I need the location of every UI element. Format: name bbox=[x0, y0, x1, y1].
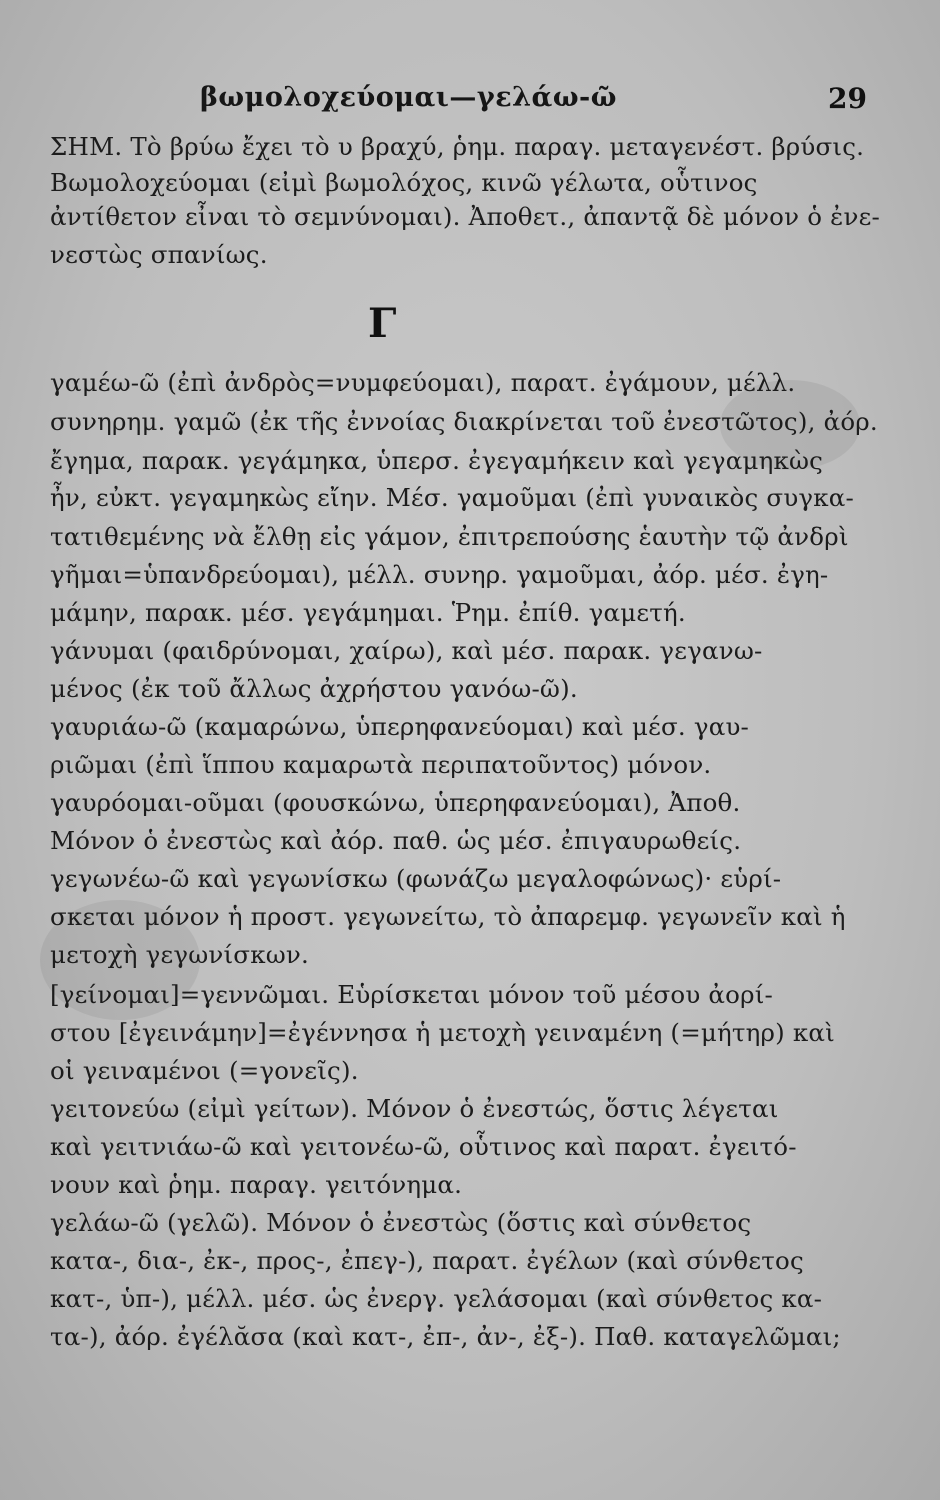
running-head: βωμολοχεύομαι—γελάω-ῶ bbox=[200, 82, 617, 113]
text-line: οἱ γειναμένοι (=γονεῖς). bbox=[50, 1056, 359, 1085]
text-line: γελάω-ῶ (γελῶ). Μόνον ὁ ἐνεστὼς (ὅστις καὶ σύνθετος bbox=[50, 1208, 752, 1237]
page-number: 29 bbox=[828, 82, 867, 115]
text-line: γαυρόομαι-οῦμαι (φουσκώνω, ὑπερηφανεύομαι), Ἀποθ. bbox=[50, 788, 741, 817]
text-line: ἀντίθετον εἶναι τὸ σεμνύνομαι). Ἀποθετ., ἀπαντᾷ δὲ μόνον ὁ ἐνε- bbox=[50, 202, 880, 231]
text-line: [γείνομαι]=γεννῶμαι. Εὑρίσκεται μόνον τοῦ μέσου ἀορί- bbox=[50, 980, 774, 1009]
text-line: γεγωνέω-ῶ καὶ γεγωνίσκω (φωνάζω μεγαλοφώνως)· εὑρί- bbox=[50, 864, 782, 893]
text-line: ριῶμαι (ἐπὶ ἵππου καμαρωτὰ περιπατοῦντος) μόνον. bbox=[50, 750, 712, 779]
text-line: συνηρημ. γαμῶ (ἐκ τῆς ἐννοίας διακρίνεται τοῦ ἐνεστῶτος), ἀόρ. bbox=[50, 407, 878, 436]
text-line: γειτονεύω (εἰμὶ γείτων). Μόνον ὁ ἐνεστώς, ὅστις λέγεται bbox=[50, 1094, 779, 1123]
text-line: Μόνον ὁ ἐνεστὼς καὶ ἀόρ. παθ. ὡς μέσ. ἐπιγαυρωθείς. bbox=[50, 826, 742, 855]
text-line: νεστὼς σπανίως. bbox=[50, 240, 268, 269]
text-line: γάνυμαι (φαιδρύνομαι, χαίρω), καὶ μέσ. παρακ. γεγανω- bbox=[50, 636, 763, 665]
text-line: μάμην, παρακ. μέσ. γεγάμημαι. Ῥημ. ἐπίθ. γαμετή. bbox=[50, 598, 686, 627]
text-line: καὶ γειτνιάω-ῶ καὶ γειτονέω-ῶ, οὗτινος καὶ παρατ. ἐγειτό- bbox=[50, 1132, 797, 1161]
text-line: στου [ἐγεινάμην]=ἐγέννησα ἡ μετοχὴ γειναμένη (=μήτηρ) καὶ bbox=[50, 1018, 835, 1047]
text-line: γῆμαι=ὑπανδρεύομαι), μέλλ. συνηρ. γαμοῦμαι, ἀόρ. μέσ. ἐγη- bbox=[50, 560, 829, 589]
text-line: γαμέω-ῶ (ἐπὶ ἀνδρὸς=νυμφεύομαι), παρατ. ἐγάμουν, μέλλ. bbox=[50, 368, 796, 397]
text-line: μετοχὴ γεγωνίσκων. bbox=[50, 940, 309, 969]
text-line: ΣΗΜ. Τὸ βρύω ἔχει τὸ υ βραχύ, ῥημ. παραγ. μεταγενέστ. βρύσις. bbox=[50, 132, 865, 161]
text-line: γαυριάω-ῶ (καμαρώνω, ὑπερηφανεύομαι) καὶ μέσ. γαυ- bbox=[50, 712, 750, 741]
text-line: σκεται μόνον ἡ προστ. γεγωνείτω, τὸ ἀπαρεμφ. γεγωνεῖν καὶ ἡ bbox=[50, 902, 846, 931]
section-letter: Γ bbox=[368, 300, 397, 347]
text-line: νουν καὶ ῥημ. παραγ. γειτόνημα. bbox=[50, 1170, 463, 1199]
text-line: Βωμολοχεύομαι (εἰμὶ βωμολόχος, κινῶ γέλωτα, οὗτινος bbox=[50, 168, 758, 197]
text-line: μένος (ἐκ τοῦ ἄλλως ἀχρήστου γανόω-ῶ). bbox=[50, 674, 578, 703]
text-line: ἔγημα, παρακ. γεγάμηκα, ὑπερσ. ἐγεγαμήκειν καὶ γεγαμηκὼς bbox=[50, 446, 824, 475]
text-line: τατιθεμένης νὰ ἔλθῃ εἰς γάμον, ἐπιτρεπούσης ἑαυτὴν τῷ ἀνδρὶ bbox=[50, 522, 849, 551]
text-line: κατα-, δια-, ἐκ-, προς-, ἐπεγ-), παρατ. ἐγέλων (καὶ σύνθετος bbox=[50, 1246, 804, 1275]
text-line: τα-), ἀόρ. ἐγέλᾰσα (καὶ κατ-, ἐπ-, ἀν-, ἐξ-). Παθ. καταγελῶμαι; bbox=[50, 1322, 841, 1351]
text-line: κατ-, ὑπ-), μέλλ. μέσ. ὡς ἐνεργ. γελάσομαι (καὶ σύνθετος κα- bbox=[50, 1284, 823, 1313]
page-header bbox=[0, 82, 940, 122]
text-line: ἦν, εὐκτ. γεγαμηκὼς εἴην. Μέσ. γαμοῦμαι (ἐπὶ γυναικὸς συγκα- bbox=[50, 483, 854, 512]
